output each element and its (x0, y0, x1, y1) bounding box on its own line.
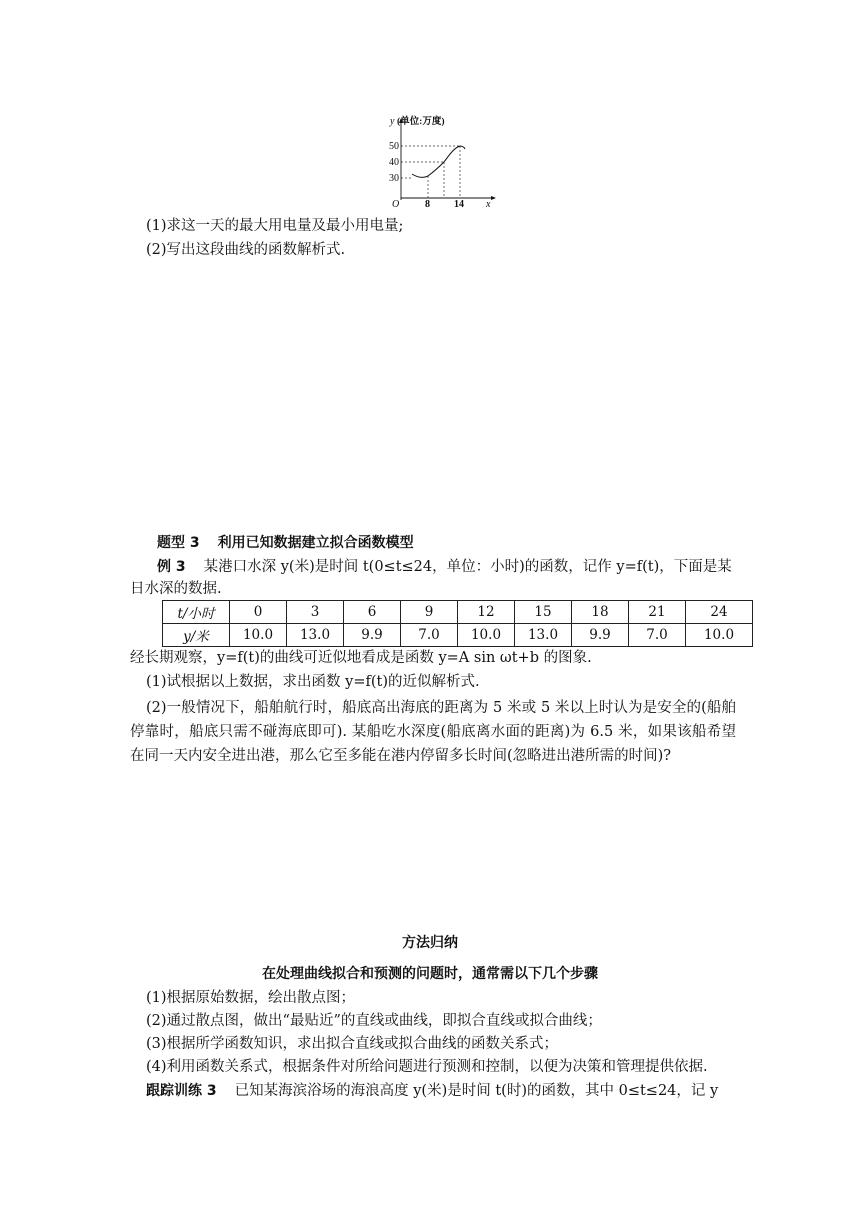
table-cell: 21 (629, 601, 686, 624)
table-cell: 10.0 (458, 624, 515, 647)
graph-x-label: x (486, 199, 491, 208)
table-cell: 13.0 (287, 624, 344, 647)
method-step-3: (3)根据所学函数知识，求出拟合直线或拟合曲线的函数关系式； (146, 1036, 559, 1052)
observation: 经长期观察，y=f(t)的曲线可近似地看成是函数 y=A sin ωt+b 的图象. (130, 650, 592, 666)
table-row (163, 624, 753, 647)
table-cell: 13.0 (515, 624, 572, 647)
follow-up-text: 已知某海滨浴场的海浪高度 y(米)是时间 t(时)的函数，其中 0≤t≤24，记 y (234, 1083, 719, 1099)
follow-up-label: 跟踪训练 3 (146, 1083, 217, 1099)
depth-table (162, 600, 753, 647)
table-row (163, 601, 753, 624)
table-cell: 7.0 (401, 624, 458, 647)
table-cell: 9.9 (344, 624, 401, 647)
type3-heading (157, 533, 414, 553)
table-cell: 18 (572, 601, 629, 624)
graph-unit-label: (单位:万度) (397, 117, 445, 127)
y-tick-30: 30 (389, 173, 399, 184)
method-step-4: (4)利用函数关系式，根据条件对所给问题进行预测和控制，以便为决策和管理提供依据. (146, 1059, 708, 1075)
graph-y-label: y (390, 116, 395, 127)
method-subtitle: 在处理曲线拟合和预测的问题时，通常需以下几个步骤 (262, 966, 598, 982)
table-cell: 10.0 (230, 624, 287, 647)
table-header-y: y/米 (163, 624, 230, 647)
example-question-1: (1)试根据以上数据，求出函数 y=f(t)的近似解析式. (146, 674, 480, 690)
table-header-t: t/小时 (163, 601, 230, 624)
method-step-2: (2)通过散点图，做出“最贴近”的直线或曲线，即拟合直线或拟合曲线； (146, 1013, 602, 1029)
table-cell: 3 (287, 601, 344, 624)
method-title: 方法归纳 (402, 935, 458, 951)
type3-title: 利用已知数据建立拟合函数模型 (217, 535, 414, 551)
table-cell: 24 (686, 601, 753, 624)
follow-up-exercise (146, 1081, 718, 1101)
electricity-usage-graph (388, 112, 508, 208)
table-cell: 15 (515, 601, 572, 624)
example3-text-1: 某港口水深 y(米)是时间 t(0≤t≤24，单位：小时)的函数，记作 y=f(t)，下面是某 (203, 559, 732, 575)
table-cell: 9.9 (572, 624, 629, 647)
x-axis-arrow (491, 196, 496, 200)
example3-line2: 日水深的数据. (130, 581, 222, 597)
example-question-2: (2)一般情况下，船舶航行时，船底高出海底的距离为 5 米或 5 米以上时认为是安全的(船舶停靠时，船底只需不碰海底即可). 某船吃水深度(船底离水面的距离)为 6.5 米，如果该船希望在同一天内安全进出港，那么它至多能在港内停留多长时间(忽略进出港所需的时间)? (130, 700, 736, 764)
table-cell: 9 (401, 601, 458, 624)
question-1: (1)求这一天的最大用电量及最小用电量; (146, 218, 404, 234)
graph-origin: O (392, 199, 400, 208)
y-tick-50: 50 (389, 141, 399, 152)
type3-label: 题型 3 (157, 535, 200, 551)
x-tick-14: 14 (454, 199, 464, 208)
example3-line1 (157, 557, 732, 577)
table-cell: 0 (230, 601, 287, 624)
table-cell: 10.0 (686, 624, 753, 647)
x-tick-8: 8 (425, 199, 430, 208)
method-step-1: (1)根据原始数据，绘出散点图； (146, 990, 356, 1006)
y-tick-40: 40 (389, 157, 399, 168)
table-cell: 12 (458, 601, 515, 624)
table-cell: 6 (344, 601, 401, 624)
question-2: (2)写出这段曲线的函数解析式. (146, 242, 346, 258)
table-cell: 7.0 (629, 624, 686, 647)
example3-label: 例 3 (157, 559, 186, 575)
